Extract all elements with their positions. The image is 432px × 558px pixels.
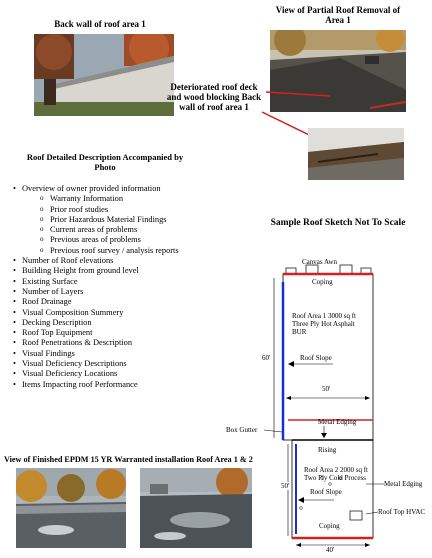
outline-item: • Roof Penetrations & Description [6,338,236,348]
outline-subitem: o Prior Hazardous Material Findings [6,215,236,225]
hvac-label: Roof Top HVAC [378,508,426,516]
outline-subitem: o Previous areas of problems [6,235,236,245]
outline-item: • Number of Roof elevations [6,256,236,266]
sketch-title: Sample Roof Sketch Not To Scale [270,218,406,228]
outline-item: • Visual Deficiency Locations [6,369,236,379]
deteriorated-caption: Deteriorated roof deck and wood blocking Back wall of roof area 1 [166,82,262,112]
coping-bottom-label: Coping [319,522,340,530]
canvas-awn-label: Canvas Awn [302,258,337,266]
finished-photo-1 [16,468,126,548]
dim-60-label: 60' [262,354,271,362]
outline-subitem: o Current areas of problems [6,225,236,235]
finished-caption: View of Finished EPDM 15 YR Warranted installation Roof Area 1 & 2 [4,455,253,464]
outline-item: • Visual Deficiency Descriptions [6,359,236,369]
outline-item: • Existing Surface [6,277,236,287]
outline-subitem: o Warranty Information [6,194,236,204]
description-heading: Roof Detailed Description Accompanied by Photo [26,152,184,172]
rising-label: Rising [318,446,337,454]
metal-edging-2-label: Metal Edging [384,480,423,488]
dim-50-height-label: 50' [281,482,290,490]
hvac-unit [350,511,362,520]
dim-50-width-label: 50' [322,385,331,393]
partial-removal-caption: View of Partial Roof Removal of Area 1 [275,5,401,25]
outline-item: • Visual Findings [6,349,236,359]
canvas-awnings [286,265,371,274]
outline-item: • Building Height from ground level [6,266,236,276]
finished-photo-2 [140,468,252,548]
outline-item: • Decking Description [6,318,236,328]
outline-item: • Roof Drainage [6,297,236,307]
outline-item: • Number of Layers [6,287,236,297]
coping-top-label: Coping [312,278,333,286]
outline-item: • Items Impacting roof Performance [6,380,236,390]
outline-subitem: o Previous roof survey / analysis reports [6,246,236,256]
outline-item: • Overview of owner provided information [6,184,236,194]
roof-slope-2-label: Roof Slope [310,488,342,496]
roof-area-1-label: Roof Area 1 3000 sq ft Three Ply Hot Asphalt BUR [292,312,356,336]
metal-edging-1-label: Metal Edging [318,418,357,426]
outline-item: • Visual Composition Summery [6,308,236,318]
outline-item: • Roof Top Equipment [6,328,236,338]
box-gutter-label: Box Gutter [226,426,258,434]
dim-40-label: 40' [326,546,335,554]
back-wall-caption: Back wall of roof area 1 [54,19,146,29]
outline-subitem: o Prior roof studies [6,205,236,215]
roof-area-2-label: Roof Area 2 2000 sq ft Two Ply Cold Process [304,466,368,482]
roof-slope-1-label: Roof Slope [300,354,332,362]
